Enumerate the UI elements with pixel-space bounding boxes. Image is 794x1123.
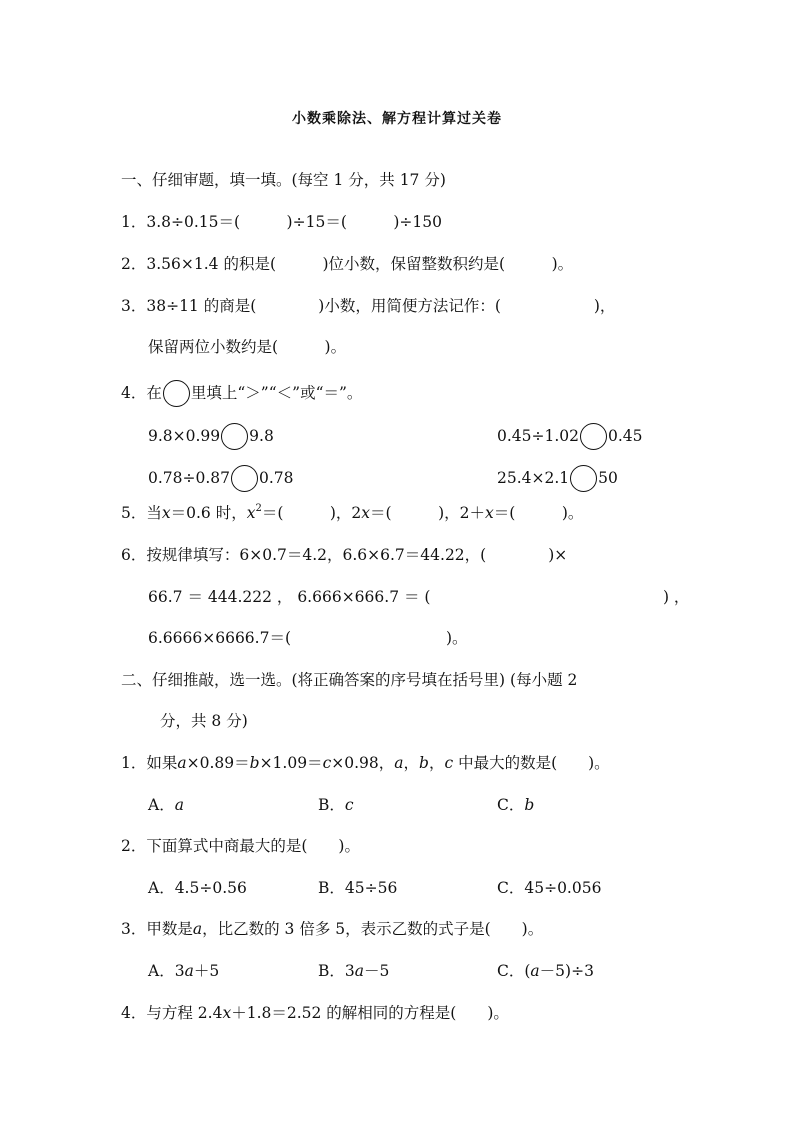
var-x: x — [222, 1004, 232, 1022]
q-text: ×0.89＝ — [186, 754, 250, 772]
q5-text: ＝0.6 时， — [170, 504, 247, 522]
var-a: a — [174, 796, 184, 814]
question-1-3-line1: 3．38÷11 的商是( )小数，用简便方法记作：( )， — [121, 297, 616, 315]
option-text: ＋5 — [193, 962, 220, 980]
question-1-6-line1: 6．按规律填写：6×0.7＝4.2，6.6×6.7＝44.22，( )× — [121, 546, 568, 564]
option-label: B．3 — [318, 962, 355, 980]
section2-heading-line2: 分，共 8 分) — [160, 712, 248, 730]
var-a: a — [192, 920, 203, 938]
q5-text: ＝( )，2＋ — [370, 504, 486, 522]
q-text: 3．甲数是 — [121, 920, 193, 938]
option-label: A．3 — [148, 962, 185, 980]
circle-blank-icon[interactable] — [570, 465, 597, 492]
option-label: C． — [497, 796, 525, 814]
question-1-6-line2: 66.7 ＝ 444.222 ， 6.666×666.7 ＝ ( ) ， — [148, 588, 690, 606]
var-a: a — [177, 754, 187, 772]
compare-right: 50 — [598, 469, 618, 487]
option-label: B． — [318, 796, 345, 814]
var-a: a — [354, 962, 365, 980]
option-a[interactable] — [148, 795, 184, 815]
option-a[interactable] — [148, 961, 219, 981]
option-c[interactable] — [497, 961, 594, 981]
compare-item-2 — [497, 423, 643, 450]
page-title: 小数乘除法、解方程计算过关卷 — [292, 111, 502, 127]
question-2-3 — [121, 919, 543, 939]
q-text: 1．如果 — [121, 754, 178, 772]
compare-item-4 — [497, 465, 618, 492]
q-text: ×0.98， — [331, 754, 395, 772]
compare-left: 25.4×2.1 — [497, 469, 570, 487]
var-a: a — [394, 754, 404, 772]
circle-blank-icon[interactable] — [580, 423, 607, 450]
q-text: ， — [428, 754, 445, 772]
option-b[interactable]: B．45÷56 — [318, 879, 398, 897]
var-x: x — [361, 504, 371, 522]
compare-left: 9.8×0.99 — [148, 427, 221, 445]
circle-blank-icon[interactable] — [221, 423, 248, 450]
section1-heading: 一、仔细审题，填一填。(每空 1 分，共 17 分) — [121, 171, 446, 189]
compare-right: 9.8 — [249, 427, 274, 445]
var-b: b — [524, 796, 535, 814]
var-c: c — [322, 754, 332, 772]
q5-text: ＝( )。 — [493, 504, 584, 522]
q-text: 4．与方程 2.4 — [121, 1004, 223, 1022]
var-x: x — [161, 504, 171, 522]
q-text: ， — [403, 754, 420, 772]
q-text: 中最大的数是( )。 — [453, 754, 610, 772]
question-1-2: 2．3.56×1.4 的积是( )位小数，保留整数积约是( )。 — [121, 255, 574, 273]
circle-blank-icon[interactable] — [231, 465, 258, 492]
var-x: x — [246, 504, 256, 522]
option-text: －5 — [364, 962, 390, 980]
question-2-1 — [121, 753, 610, 773]
option-c[interactable]: C．45÷0.056 — [497, 879, 602, 897]
question-1-5 — [121, 503, 583, 523]
option-a[interactable]: A．4.5÷0.56 — [148, 879, 247, 897]
compare-item-3 — [148, 465, 294, 492]
var-c: c — [444, 754, 454, 772]
question-1-6-line3: 6.6666×6666.7＝( )。 — [148, 629, 468, 647]
circle-blank-icon — [163, 380, 190, 407]
compare-right: 0.78 — [259, 469, 294, 487]
q5-text: ＝( )，2 — [261, 504, 362, 522]
q4-head-after: 里填上“＞”“＜”或“＝”。 — [190, 384, 363, 402]
q4-head-before: 4．在 — [121, 384, 162, 402]
question-1-3-line2: 保留两位小数约是( )。 — [148, 338, 347, 356]
q-text: ＋1.8＝2.52 的解相同的方程是( )。 — [231, 1004, 509, 1022]
option-label: C．( — [497, 962, 531, 980]
option-c[interactable] — [497, 795, 534, 815]
option-text: －5)÷3 — [539, 962, 594, 980]
question-2-4 — [121, 1003, 509, 1023]
var-a: a — [530, 962, 540, 980]
option-b[interactable] — [318, 795, 354, 815]
var-x: x — [485, 504, 494, 522]
question-2-2: 2．下面算式中商最大的是( )。 — [121, 837, 360, 855]
exponent: 2 — [255, 503, 262, 514]
var-c: c — [344, 796, 354, 814]
question-1-1: 1．3.8÷0.15＝( )÷15＝( )÷150 — [121, 213, 442, 231]
option-label: A． — [148, 796, 175, 814]
var-a: a — [184, 962, 194, 980]
q-text: ，比乙数的 3 倍多 5，表示乙数的式子是( )。 — [202, 920, 544, 938]
compare-left: 0.45÷1.02 — [497, 427, 580, 445]
var-b: b — [419, 754, 429, 772]
var-b: b — [249, 754, 260, 772]
section2-heading-line1: 二、仔细推敲，选一选。(将正确答案的序号填在括号里) (每小题 2 — [121, 671, 578, 689]
question-1-4-stem — [121, 380, 362, 407]
compare-left: 0.78÷0.87 — [148, 469, 231, 487]
compare-right: 0.45 — [608, 427, 643, 445]
compare-item-1 — [148, 423, 274, 450]
option-b[interactable] — [318, 961, 389, 981]
q-text: ×1.09＝ — [259, 754, 323, 772]
q5-text: 5．当 — [121, 504, 162, 522]
